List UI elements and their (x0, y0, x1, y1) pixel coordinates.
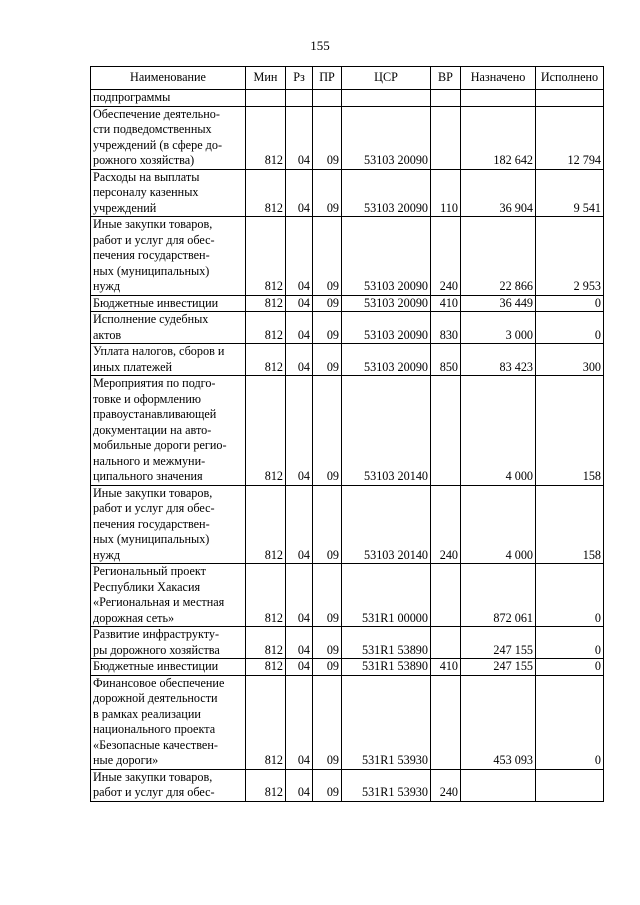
table-row (91, 90, 604, 107)
table-row (91, 169, 604, 217)
row-assigned: 3 000 (461, 312, 536, 344)
row-assigned: 872 061 (461, 564, 536, 627)
row-pr (313, 90, 342, 107)
row-vr: 110 (431, 169, 461, 217)
row-csr: 53103 20090 (342, 169, 431, 217)
row-assigned: 182 642 (461, 106, 536, 169)
row-assigned: 22 866 (461, 217, 536, 296)
row-name: Иные закупки товаров, работ и услуг для обес- печения государствен- ных (муниципальных) нужд (91, 485, 246, 564)
row-vr (431, 376, 461, 486)
row-pr: 09 (313, 659, 342, 676)
row-csr: 53103 20090 (342, 312, 431, 344)
row-vr (431, 675, 461, 769)
row-rz: 04 (286, 169, 313, 217)
row-csr: 531R1 53890 (342, 627, 431, 659)
row-executed: 300 (536, 344, 604, 376)
header-executed: Исполнено (536, 67, 604, 90)
row-name: Исполнение судебных актов (91, 312, 246, 344)
row-name: подпрограммы (91, 90, 246, 107)
row-name: Финансовое обеспечение дорожной деятельности в рамках реализации национального проекта «Безопасные качествен- ные дороги» (91, 675, 246, 769)
row-csr: 531R1 00000 (342, 564, 431, 627)
row-rz: 04 (286, 312, 313, 344)
row-min: 812 (246, 106, 286, 169)
table-row (91, 312, 604, 344)
row-name: Иные закупки товаров, работ и услуг для обес- печения государствен- ных (муниципальных) нужд (91, 217, 246, 296)
row-name: Региональный проект Республики Хакасия «Региональная и местная дорожная сеть» (91, 564, 246, 627)
row-csr: 53103 20140 (342, 376, 431, 486)
row-min: 812 (246, 376, 286, 486)
row-assigned: 247 155 (461, 627, 536, 659)
row-vr: 410 (431, 295, 461, 312)
row-vr (431, 627, 461, 659)
row-csr: 53103 20090 (342, 344, 431, 376)
row-name: Иные закупки товаров, работ и услуг для обес- (91, 769, 246, 801)
row-pr: 09 (313, 769, 342, 801)
row-name: Расходы на выплаты персоналу казенных учреждений (91, 169, 246, 217)
row-assigned (461, 90, 536, 107)
row-rz: 04 (286, 344, 313, 376)
row-pr: 09 (313, 295, 342, 312)
row-min: 812 (246, 485, 286, 564)
row-name: Бюджетные инвестиции (91, 659, 246, 676)
row-assigned: 83 423 (461, 344, 536, 376)
table-row (91, 217, 604, 296)
row-assigned: 4 000 (461, 485, 536, 564)
row-rz: 04 (286, 295, 313, 312)
row-csr: 531R1 53930 (342, 769, 431, 801)
row-min: 812 (246, 675, 286, 769)
row-vr: 850 (431, 344, 461, 376)
row-vr: 830 (431, 312, 461, 344)
row-pr: 09 (313, 312, 342, 344)
row-rz: 04 (286, 485, 313, 564)
row-rz: 04 (286, 675, 313, 769)
row-executed: 0 (536, 675, 604, 769)
table-row (91, 344, 604, 376)
page-number: 155 (310, 38, 330, 53)
row-executed (536, 769, 604, 801)
row-csr: 53103 20140 (342, 485, 431, 564)
row-rz: 04 (286, 769, 313, 801)
row-min: 812 (246, 312, 286, 344)
row-vr (431, 90, 461, 107)
table-row (91, 485, 604, 564)
row-assigned (461, 769, 536, 801)
row-pr: 09 (313, 627, 342, 659)
row-name: Обеспечение деятельно- сти подведомственных учреждений (в сфере до- рожного хозяйства) (91, 106, 246, 169)
table-body (91, 90, 604, 802)
row-min: 812 (246, 344, 286, 376)
row-assigned: 453 093 (461, 675, 536, 769)
row-min: 812 (246, 659, 286, 676)
header-pr: ПР (313, 67, 342, 90)
table-row (91, 295, 604, 312)
header-name: Наименование (91, 67, 246, 90)
row-vr (431, 106, 461, 169)
row-min: 812 (246, 627, 286, 659)
row-vr: 240 (431, 769, 461, 801)
row-executed: 9 541 (536, 169, 604, 217)
row-pr: 09 (313, 106, 342, 169)
row-executed (536, 90, 604, 107)
row-rz: 04 (286, 564, 313, 627)
header-csr: ЦСР (342, 67, 431, 90)
header-min: Мин (246, 67, 286, 90)
row-executed: 0 (536, 312, 604, 344)
row-assigned: 36 904 (461, 169, 536, 217)
row-executed: 0 (536, 659, 604, 676)
row-executed: 0 (536, 564, 604, 627)
row-rz: 04 (286, 376, 313, 486)
table-row (91, 106, 604, 169)
table-row (91, 675, 604, 769)
table-row (91, 564, 604, 627)
row-assigned: 36 449 (461, 295, 536, 312)
row-pr: 09 (313, 485, 342, 564)
row-executed: 12 794 (536, 106, 604, 169)
row-assigned: 4 000 (461, 376, 536, 486)
row-csr: 53103 20090 (342, 295, 431, 312)
row-rz (286, 90, 313, 107)
table-row (91, 376, 604, 486)
row-csr (342, 90, 431, 107)
row-min: 812 (246, 769, 286, 801)
row-rz: 04 (286, 659, 313, 676)
row-min: 812 (246, 564, 286, 627)
row-csr: 531R1 53930 (342, 675, 431, 769)
row-executed: 158 (536, 485, 604, 564)
row-pr: 09 (313, 344, 342, 376)
row-executed: 0 (536, 627, 604, 659)
row-executed: 158 (536, 376, 604, 486)
table-row (91, 627, 604, 659)
table-row (91, 769, 604, 801)
row-vr: 410 (431, 659, 461, 676)
row-name: Бюджетные инвестиции (91, 295, 246, 312)
header-assigned: Назначено (461, 67, 536, 90)
row-name: Уплата налогов, сборов и иных платежей (91, 344, 246, 376)
row-csr: 53103 20090 (342, 217, 431, 296)
row-pr: 09 (313, 564, 342, 627)
row-vr: 240 (431, 485, 461, 564)
row-rz: 04 (286, 627, 313, 659)
row-csr: 53103 20090 (342, 106, 431, 169)
row-pr: 09 (313, 217, 342, 296)
row-executed: 2 953 (536, 217, 604, 296)
row-min: 812 (246, 217, 286, 296)
row-pr: 09 (313, 169, 342, 217)
budget-table (90, 66, 604, 802)
row-pr: 09 (313, 376, 342, 486)
row-min (246, 90, 286, 107)
table-row (91, 659, 604, 676)
row-min: 812 (246, 169, 286, 217)
row-csr: 531R1 53890 (342, 659, 431, 676)
row-vr: 240 (431, 217, 461, 296)
row-name: Мероприятия по подго- товке и оформлению правоустанавливающей документации на авто- мобильные дороги регио- нального и межмуни- ципального значения (91, 376, 246, 486)
row-executed: 0 (536, 295, 604, 312)
row-name: Развитие инфраструкту- ры дорожного хозяйства (91, 627, 246, 659)
row-pr: 09 (313, 675, 342, 769)
row-rz: 04 (286, 106, 313, 169)
row-min: 812 (246, 295, 286, 312)
header-vr: ВР (431, 67, 461, 90)
row-vr (431, 564, 461, 627)
row-assigned: 247 155 (461, 659, 536, 676)
table-header-row (91, 67, 604, 90)
row-rz: 04 (286, 217, 313, 296)
header-rz: Рз (286, 67, 313, 90)
